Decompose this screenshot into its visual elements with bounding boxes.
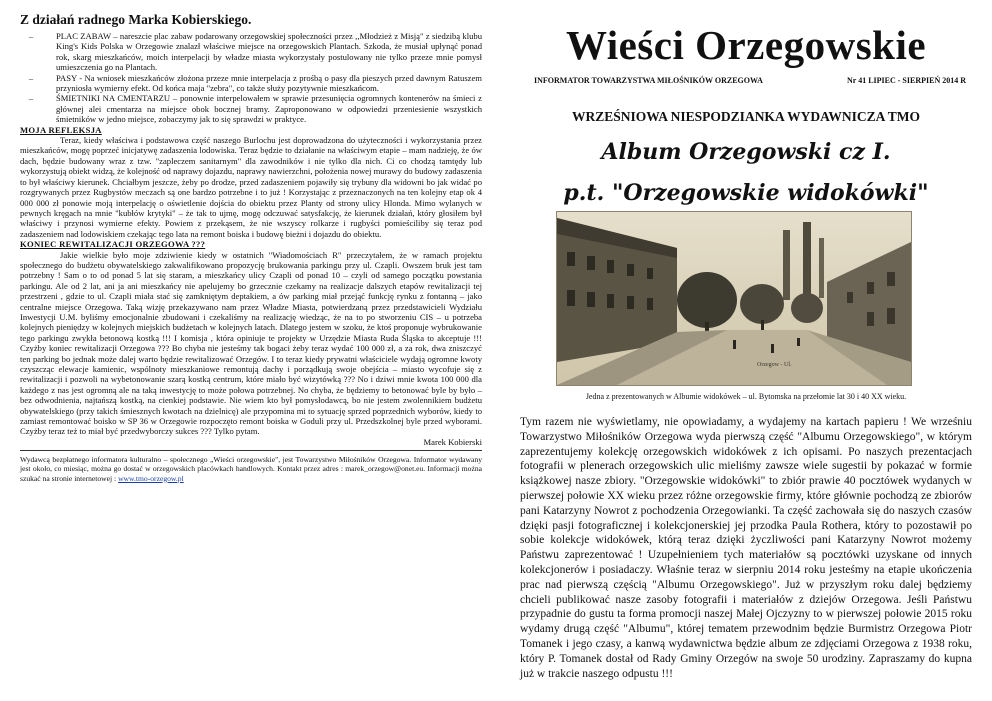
bullet-dash: – <box>28 31 34 41</box>
masthead-title: Wieści Orzegowskie <box>565 22 927 68</box>
section-revitalization-title: KONIEC REWITALIZACJI ORZEGOWA ??? <box>20 239 206 250</box>
right-column <box>520 12 972 693</box>
councillor-heading: Z działań radnego Marka Kobierskiego. <box>20 12 252 27</box>
publisher-name: INFORMATOR TOWARZYSTWA MIŁOŚNIKÓW ORZEGOWA <box>534 76 763 85</box>
section-reflection-title: MOJA REFLEKSJA <box>20 124 102 135</box>
website-link[interactable]: www.tmo-orzegow.pl <box>118 473 184 483</box>
album-title-line2: p.t. "Orzegowskie widokówki" <box>563 180 929 206</box>
bullet-text: PASY - Na wniosek mieszkańców złożona przeze mnie interpelacja z prośbą o pasy dla pieszych przed dawnym Ratuszem przyniosła wymierny efekt. Od końca maja "zebra", co także służy pozytywnie mieszkańcom. <box>56 72 482 94</box>
section-reflection-text: Teraz, kiedy właściwa i podstawowa część naszego Burlochu jest doprowadzona do użyteczności i wykorzystania przez mieszkańców, mogę poprzeć inicjatywę zadaszenia lodowiska. Teraz będzie to działanie na właściwym etapie – mam nadzieję, że ów dach, będzie budowany wraz z tzw. "zapleczem sanitarnym" dla zawodników i nie tylko dla nich. Ci co chodzą tamtędy lub wykorzystują obiekt widzą, że kolejność od naprawy dojazdu, naprawy nawierzchni, położenia nowej murawy do budowy zadaszenia to był właściwy kierunek. Chciałbym jeszcze, żeby po drodze, przed zadaszeniem pojawiły się trybuny dla widowni bo jak widać po rozgrywanych przez Rugbystów meczach są one bardzo potrzebne i to już ! Korzystając z przeznaczonych na ten kolejny etap ok 4 000 000 zł ponowie moją interpelację o oświetlenie dojścia do obiektu przez Planty od strony ulicy Hlonda. Mimo wylanych w pewnych kręgach na mnie "kubłów krytyki" – że tak to ujmę, mogę odczuwać satysfakcję, że kierunek działań, który głosiłem był właściwy i przynosi wymierne efekty. Powiem z przekąsem, że nie wszyscy rolkarze i rugbyści pomieściliby się teraz pod zadaszeniem nad lodowiskiem czekając tego lata na remont boiska i budowę bieżni i dojazdu do obiektu. <box>20 135 482 239</box>
issue-info: Nr 41 LIPIEC - SIERPIEŃ 2014 R <box>847 76 966 85</box>
masthead-subtitle <box>520 76 972 85</box>
bullet-dash: – <box>28 93 34 104</box>
photo-label: Orzegow - Ul. <box>757 362 792 368</box>
section-revitalization-text: Jakie wielkie było moje zdziwienie kiedy w ostatnich "Wiadomościach R" przeczytałem, że w ramach projektu społecznego do budżetu obywatelskiego zakwalifikowano propozycję brukowania parkingu przy ul. Czapli. Owszem bruk jest tam potrzebny ! Sam o to od ponad 5 lat się staram, a mieszkańcy ulicy Czapli od ponad 10 – czyli od samego początku powstania parkingu. Ale od 2 lat, ani ja ani mieszkańcy nie apelujemy bo grzecznie czekamy na realizacje dalszych etapów rewitalizacji tej przestrzeni , gdzie to ul. Czapli miała stać się zamkniętym deptakiem, a ów parking miał przejąć funkcję rynku z fontanną – jako centralne miejsce Orzegowa. Taką wizję przekazywano nam przez Władze Miasta, potwierdzaną przez przedstawicieli Wydziału Inwestycji U.M. byliśmy emocjonalnie zbudowani i czekaliśmy na realizację wiedząc, że na to po stworzeniu CIS – u potrzeba kolejnych pieniędzy w kolejnych miejskich budżetach w kolejnych latach. Dlatego jestem w szoku, że ktoś proponuje wybrukowanie tego parkingu zwykła betonową kostką !!! I komisja , która opiniuje te projekty w Urzędzie Miasta Ruda Śląska to akceptuje !!! Czyżby koniec rewitalizacji Orzegowa ??? Bo chyba nie jesteśmy tak bogaci żeby teraz wydać 100 000 zł, a za rok, dwa zniszczyć ten parking bo jednak może dalej warto będzie rewitalizować Orzegów. I to teraz kiedy prywatni właściciele wydają ogromne kwoty czyszcząc elewacje kamienic, wspólnoty mieszkaniowe remontują dachy i porządkują swoje obejścia – miasto wycofuje się z rewitalizacji i pozwoli na wybetonowanie szarą kostką centrum, które miało być wizytówką ??? No i dziwi mnie kwota 100 000 dla każdego z nas jest ogromną ale na taką inwestycję to może połowa potrzebnej. No chyba, że będziemy to betonować byle by było – bez odwodnienia, najtańszą kostką, na cienkiej podstawie. Nie wiem kto był pomysłodawcą, bo nie jestem zwolennikiem budżetu obywatelskiego (przy takich śmiesznych kwotach na dzielnicę) ale przypomina mi to sytuację sprzed poprzednich wyborów, kiedy to zamiast remontować boisko w SP 36 w Orzegowie rozpoczęto remont boiska w Goduli przy ul. Przedszkolnej byle przed wyborami. Czyżby teraz też to miał być przedwyborczy sukces ??? Tylko pytam. <box>20 249 482 437</box>
bullet-crossing <box>20 73 482 94</box>
bullet-dash: – <box>28 72 34 83</box>
street-scene-image <box>557 212 911 385</box>
bullet-text: PLAC ZABAW – nareszcie plac zabaw podarowany orzegowskiej społeczności przez ,,Młodzież z Misją" z siedzibą klubu King's Kids Polska w Orzegowie znalazł właściwe miejsce na orzegowskich Plantach. Szkoda, że musiał upłynąć ponad rok, skarg mieszkańców, moich interpelacji by władze miasta wykorzystały postulowany nie tylko przeze mnie pomysł umieszczenia go na Plantach. <box>56 31 482 73</box>
footer-text: Wydawcą bezpłatnego informatora kulturalno – społecznego „Wieści orzegowskie", jest Towarzystwo Miłośników Orzegowa. Informator wydawany jest około, co miesiąc, można go dostać w orzegowskich placówkach handlowych. Kontakt przez adres : marek_orzegow@onet.eu. Informacji można szukać na stronie internetowej : <box>20 455 482 483</box>
album-title-line1: Album Orzegowski cz I. <box>601 139 891 165</box>
publisher-footer <box>20 455 482 483</box>
bullet-text: ŚMIETNIKI NA CMENTARZU – ponownie interpelowałem w sprawie przesunięcia ogromnych kontenerów na śmieci z głównej alei cmentarza na miejsce obok bocznej bramy. Zaproponowano w odpowiedzi przeniesienie wszystkich śmietników w jedno miejsce, zobaczymy jak to się sprawdzi w praktyce. <box>56 93 482 125</box>
bullet-playground <box>20 31 482 73</box>
author-signature: Marek Kobierski <box>423 436 482 447</box>
footer-divider <box>20 450 482 451</box>
article-headline: WRZEŚNIOWA NIESPODZIANKA WYDAWNICZA TMO <box>572 109 920 124</box>
album-article-text: Tym razem nie wyświetlamy, nie opowiadamy, a wydajemy na kartach papieru ! We wrześniu Towarzystwo Miłośników Orzegowa wyda pierwszą część "Albumu Orzegowskiego", w którym zaprezentujemy kolekcję orzegowskich widokówek z ich opisami. Po naszych prezentacjach fotografii w plenerach orzegowskich ulic mieliśmy zawsze wiele sugestii by pokazać w formie książkowej nasze zbiory. "Orzegowskie widokówki" to zbiór prawie 40 pocztówek wydanych w pierwszej połowie XX wieku przez różne orzegowskie firmy, które głównie pochodzą ze zbiorów pani Katarzyny Nowrot z pochodzenia Orzegowianki. Ta część zachowała się do naszych czasów dzięki pasji fotograficznej i kolekcjonerskiej jej przodka Paula Rothera, który to pozostawił po sobie kolekcje widokówek, którą teraz dzięki życzliwości pani Katarzyny Nowrot możemy Państwu zaprezentować ! Uzupełnieniem tych materiałów są pocztówki uzyskane od innych kolekcjonerów i posiadaczy. Właśnie teraz w sierpniu 2014 roku jesteśmy na etapie ukończenia prac nad pierwszą częścią "Albumu Orzegowskiego". Już w przyszłym roku dalej będziemy chcieli publikować nasze zasoby fotografii i materiałów z dziejów Orzegowa. Jeśli Państwu przypadnie do gustu ta forma promocji naszej Małej Ojczyzny to w pierwszej połowie 2015 roku wydamy drugą część "Albumu", której tematem przewodnim będzie Burmistrz Orzegowa Piotr Tomanek i jego czasy, a kanwą wydawnictwa będzie album ze zdjęciami Orzegowa z 1938 roku, który P. Tomanek dostał od Rady Gminy Orzegów na swoje 50 urodziny. Zapraszamy do kupna już w trakcie naszego odpustu !!! <box>520 416 972 680</box>
left-column <box>20 12 482 483</box>
signature-row <box>20 437 482 447</box>
postcard-photo <box>556 211 912 386</box>
photo-caption: Jedna z prezentowanych w Albumie widokówek – ul. Bytomska na przełomie lat 30 i 40 XX wieku. <box>585 392 907 401</box>
bullet-cemetery <box>20 93 482 124</box>
